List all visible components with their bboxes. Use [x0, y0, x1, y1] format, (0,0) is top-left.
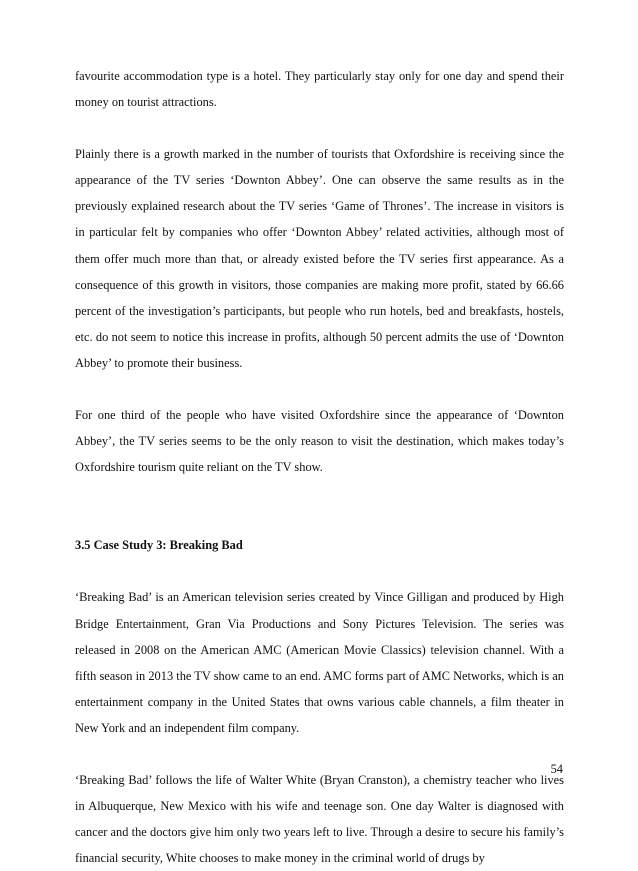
- paragraph-spacer: [75, 115, 564, 141]
- body-paragraph-2: Plainly there is a growth marked in the number of tourists that Oxfordshire is receiving since the appearance of the TV series ‘Downton Abbey’. One can observe the same results as in the previously explained research about the TV series ‘Game of Thrones’. The increase in visitors is in particular felt by companies who offer ‘Downton Abbey’ related activities, although most of them offer much more than that, or already existed before the TV series first appearance. As a consequence of this growth in visitors, those companies are making more profit, stated by 66.66 percent of the investigation’s participants, but people who run hotels, bed and breakfasts, hostels, etc. do not seem to notice this increase in profits, although 50 percent admits the use of ‘Downton Abbey’ to promote their business.: [75, 147, 564, 370]
- section-paragraph-2: ‘Breaking Bad’ follows the life of Walter White (Bryan Cranston), a chemistry teacher who lives in Albuquerque, New Mexico with his wife and teenage son. One day Walter is diagnosed with cancer and the doctors give him only two years left to live. Through a desire to secure his family’s financial security, White chooses to make money in the criminal world of drugs by: [75, 772, 564, 866]
- body-paragraph-1: favourite accommodation type is a hotel. They particularly stay only for one day and spend their money on tourist attractions.: [75, 69, 564, 110]
- paragraph-spacer: [75, 376, 564, 402]
- section-heading: 3.5 Case Study 3: Breaking Bad: [75, 538, 243, 553]
- page-number: 54: [550, 762, 563, 776]
- page-body: [75, 63, 564, 871]
- body-paragraph-3: For one third of the people who have visited Oxfordshire since the appearance of ‘Downton Abbey’, the TV series seems to be the only reason to visit the destination, which makes today’s Oxfordshire tourism quite reliant on the TV show.: [75, 408, 564, 475]
- paragraph-spacer: [75, 558, 564, 584]
- section-paragraph-1: ‘Breaking Bad’ is an American television series created by Vince Gilligan and produced by High Bridge Entertainment, Gran Via Productions and Sony Pictures Television. The series was released in 2008 on the American AMC (American Movie Classics) television channel. With a fifth season in 2013 the TV show came to an end. AMC forms part of AMC Networks, which is an entertainment company in the United States that owns various cable channels, a film theater in New York and an independent film company.: [75, 590, 564, 735]
- paragraph-spacer: [75, 741, 564, 767]
- section-spacer: [75, 480, 564, 532]
